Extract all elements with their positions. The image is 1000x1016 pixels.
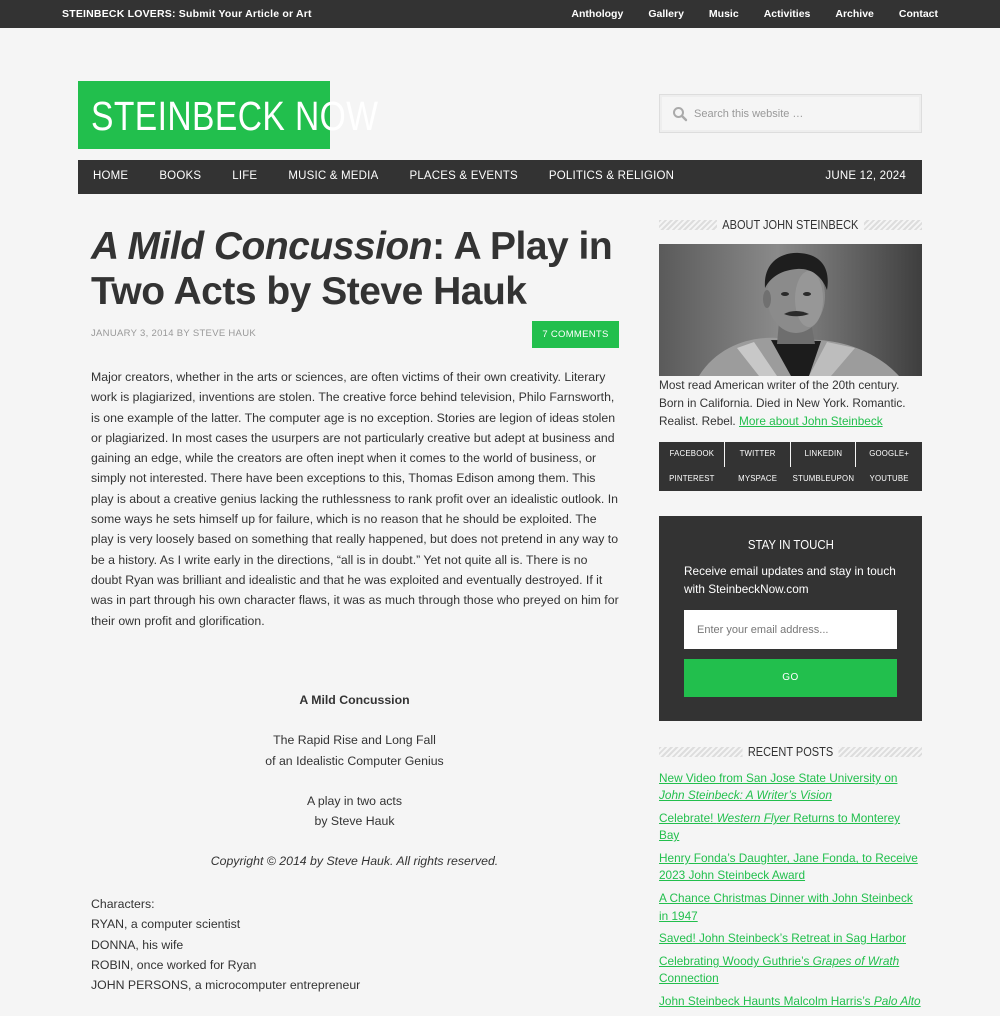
play-subtitle-line-2: of an Idealistic Computer Genius xyxy=(265,753,444,768)
social-linkedin[interactable]: LINKEDIN xyxy=(804,449,843,458)
site-logo-text: STEINBECK NOW xyxy=(91,93,379,139)
play-copyright: Copyright © 2014 by Steve Hauk. All rights reserved. xyxy=(210,854,499,869)
recent-post-link[interactable]: A Chance Christmas Dinner with John Steinbeck in 1947 xyxy=(659,891,913,923)
top-nav xyxy=(571,8,938,20)
play-title: A Mild Concussion xyxy=(299,693,410,707)
nav-item-home[interactable]: HOME xyxy=(93,170,129,182)
portrait-image xyxy=(659,244,922,376)
recent-posts-title-text: RECENT POSTS xyxy=(743,745,839,759)
top-bar-brand-link[interactable]: STEINBECK LOVERS: Submit Your Article or Art xyxy=(62,8,312,20)
site-logo[interactable] xyxy=(78,81,379,149)
top-nav-activities[interactable]: Activities xyxy=(763,8,811,20)
social-links xyxy=(659,442,922,491)
top-nav-anthology[interactable]: Anthology xyxy=(571,8,624,20)
nav-date: JUNE 12, 2024 xyxy=(825,170,906,182)
play-title-block xyxy=(91,690,618,872)
social-divider xyxy=(724,442,725,467)
about-widget-title-text: ABOUT JOHN STEINBECK xyxy=(717,218,864,232)
comments-button[interactable]: 7 COMMENTS xyxy=(532,321,619,348)
play-acts-line: A play in two acts xyxy=(306,793,402,808)
characters-heading: Characters: xyxy=(91,897,155,911)
social-myspace[interactable]: MYSPACE xyxy=(738,473,778,483)
about-description: Most read American writer of the 20th century. Born in California. Died in New York. Romantic. Realist. Rebel. xyxy=(659,378,906,428)
about-widget-title xyxy=(659,217,922,233)
about-more-link[interactable]: More about John Steinbeck xyxy=(739,413,883,428)
search-box xyxy=(659,94,922,133)
recent-posts-title xyxy=(659,744,922,760)
newsletter-widget xyxy=(659,516,922,721)
character-item: JOHN PERSONS, a microcomputer entrepreneur xyxy=(91,978,361,993)
newsletter-description: Receive email updates and stay in touch with SteinbeckNow.com xyxy=(684,564,896,596)
recent-post-link[interactable]: Celebrate! Western Flyer Returns to Monterey Bay xyxy=(659,811,901,843)
social-youtube[interactable]: YOUTUBE xyxy=(869,473,909,483)
top-nav-contact[interactable]: Contact xyxy=(898,8,938,20)
go-button[interactable]: GO xyxy=(684,659,897,697)
social-google-plus[interactable]: GOOGLE+ xyxy=(869,449,909,458)
search-icon xyxy=(672,106,688,122)
recent-post-link[interactable]: Henry Fonda’s Daughter, Jane Fonda, to Receive 2023 John Steinbeck Award xyxy=(659,851,918,883)
play-author-line: by Steve Hauk xyxy=(314,814,395,829)
social-facebook[interactable]: FACEBOOK xyxy=(669,449,715,458)
recent-post-link[interactable]: Celebrating Woody Guthrie’s Grapes of Wrath Connection xyxy=(659,954,900,986)
top-bar xyxy=(0,0,1000,28)
nav-item-books[interactable]: BOOKS xyxy=(159,170,202,182)
article-title xyxy=(91,224,621,314)
character-item: RYAN, a computer scientist xyxy=(91,917,241,932)
recent-post-link[interactable]: New Video from San Jose State University on John Steinbeck: A Writer’s Vision xyxy=(659,771,898,803)
top-nav-gallery[interactable]: Gallery xyxy=(648,8,684,20)
social-stumbleupon[interactable]: STUMBLEUPON xyxy=(792,473,855,483)
characters-list xyxy=(91,894,621,995)
character-item: DONNA, his wife xyxy=(91,937,184,952)
social-divider xyxy=(790,442,791,467)
article-meta: JANUARY 3, 2014 BY STEVE HAUK xyxy=(91,328,256,339)
nav-item-life[interactable]: LIFE xyxy=(232,170,258,182)
john-steinbeck-photo xyxy=(659,244,922,376)
top-nav-archive[interactable]: Archive xyxy=(835,8,874,20)
social-divider xyxy=(855,442,856,467)
recent-posts-list xyxy=(659,770,922,1016)
article-title-italic: A Mild Concussion xyxy=(91,225,433,268)
nav-item-places-events[interactable]: PLACES & EVENTS xyxy=(409,170,518,182)
play-subtitle-line-1: The Rapid Rise and Long Fall xyxy=(273,733,436,748)
main-nav xyxy=(78,160,922,194)
social-pinterest[interactable]: PINTEREST xyxy=(669,473,715,483)
character-item: ROBIN, once worked for Ryan xyxy=(91,957,257,972)
newsletter-title: STAY IN TOUCH xyxy=(747,537,834,552)
article-title-rest: : A Play in Two Acts by Steve Hauk xyxy=(91,225,613,313)
search-input[interactable] xyxy=(694,103,914,125)
recent-post-link[interactable]: Saved! John Steinbeck’s Retreat in Sag Harbor xyxy=(659,931,907,946)
article-body: Major creators, whether in the arts or sciences, are often victims of their own creativity. Literary work is plagiarized, inventions are stolen. The creative force behind television, Philo Farnsworth, is one example of the latter. The computer age is no exception. Stories are legion of ideas stolen or plagiarized. In most cases the usurpers are not particularly creative but adept at business and gaining an edge, while the creators are often inept when it comes to the world of business, or simply not interested. There have been exceptions to this, Thomas Edison among them. This play is about a creative genius lacking the ruthlessness to rank profit over an idealistic outlook. In some ways he sets himself up for failure, which is no reason that he should be exploited. The play is very loosely based on something that really happened, but does not pretend in any way to be a history. As I write early in the directions, “all is in doubt.” Yet not quite all is. There is no doubt Ryan was brilliant and idealistic and that he was exploited and eventually destroyed. If it was in part through his own character flaws, it was as much through those who preyed on him for their own profit and glorification. xyxy=(91,370,619,628)
nav-item-music-media[interactable]: MUSIC & MEDIA xyxy=(288,170,379,182)
nav-item-politics-religion[interactable]: POLITICS & RELIGION xyxy=(548,170,675,182)
email-field[interactable] xyxy=(684,610,897,649)
top-nav-music[interactable]: Music xyxy=(708,8,739,20)
about-text xyxy=(659,377,922,430)
recent-post-link[interactable]: John Steinbeck Haunts Malcolm Harris’s Palo Alto xyxy=(659,994,921,1009)
social-twitter[interactable]: TWITTER xyxy=(739,449,776,458)
